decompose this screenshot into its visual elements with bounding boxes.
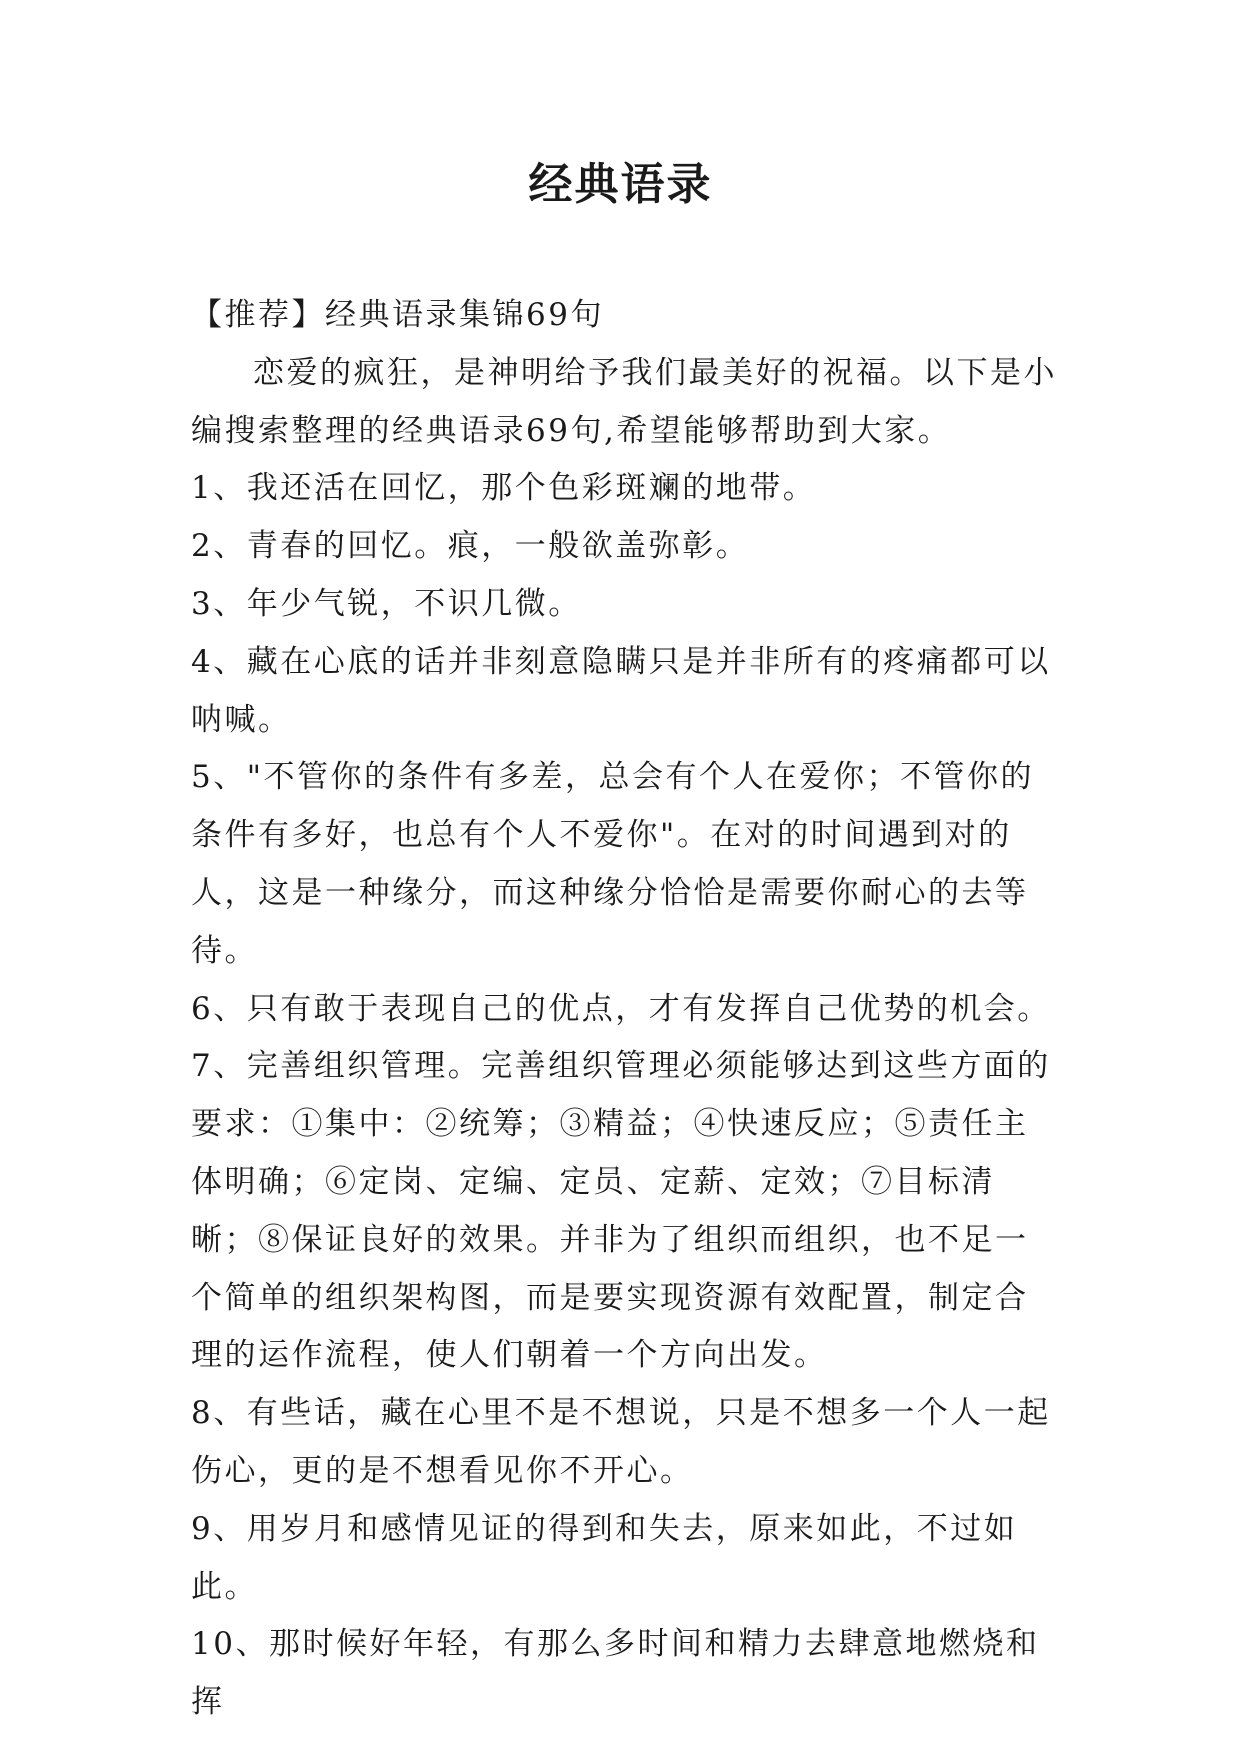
quote-item: 6、只有敢于表现自己的优点，才有发挥自己优势的机会。 xyxy=(191,990,1051,1027)
quote-item: 2、青春的回忆。痕，一般欲盖弥彰。 xyxy=(191,528,750,565)
quote-item: 3、年少气锐，不识几微。 xyxy=(191,585,582,622)
quote-item: 1、我还活在回忆，那个色彩斑斓的地带。 xyxy=(191,470,817,507)
quote-item: 10、那时候好年轻，有那么多时间和精力去肆意地燃烧和挥 xyxy=(191,1626,1040,1721)
quote-item: 8、有些话，藏在心里不是不想说，只是不想多一个人一起伤心，更的是不想看见你不开心。 xyxy=(191,1395,1051,1489)
quote-item: 9、用岁月和感情见证的得到和失去，原来如此，不过如此。 xyxy=(191,1510,1018,1605)
intro-paragraph: 恋爱的疯狂，是神明给予我们最美好的祝福。以下是小编搜索整理的经典语录69句,希望能够帮助到大家。 xyxy=(191,354,1057,449)
document-subtitle: 【推荐】经典语录集锦69句 xyxy=(191,297,604,333)
quote-item: 5、"不管你的条件有多差，总会有个人在爱你；不管你的条件有多好，也总有个人不爱你"。在对的时间遇到对的人，这是一种缘分，而这种缘分恰恰是需要你耐心的去等待。 xyxy=(191,759,1034,969)
quote-item: 7、完善组织管理。完善组织管理必须能够达到这些方面的要求：①集中：②统筹；③精益；④快速反应；⑤责任主体明确；⑥定岗、定编、定员、定薪、定效；⑦目标清晰；⑧保证良好的效果。并非为了组织而组织，也不足一个简单的组织架构图，而是要实现资源有效配置，制定合理的运作流程，使人们朝着一个方向出发。 xyxy=(191,1048,1051,1374)
document-body xyxy=(191,287,1061,1732)
quote-item: 4、藏在心底的话并非刻意隐瞒只是并非所有的疼痛都可以呐喊。 xyxy=(191,643,1051,738)
document-title: 经典语录 xyxy=(528,159,713,210)
